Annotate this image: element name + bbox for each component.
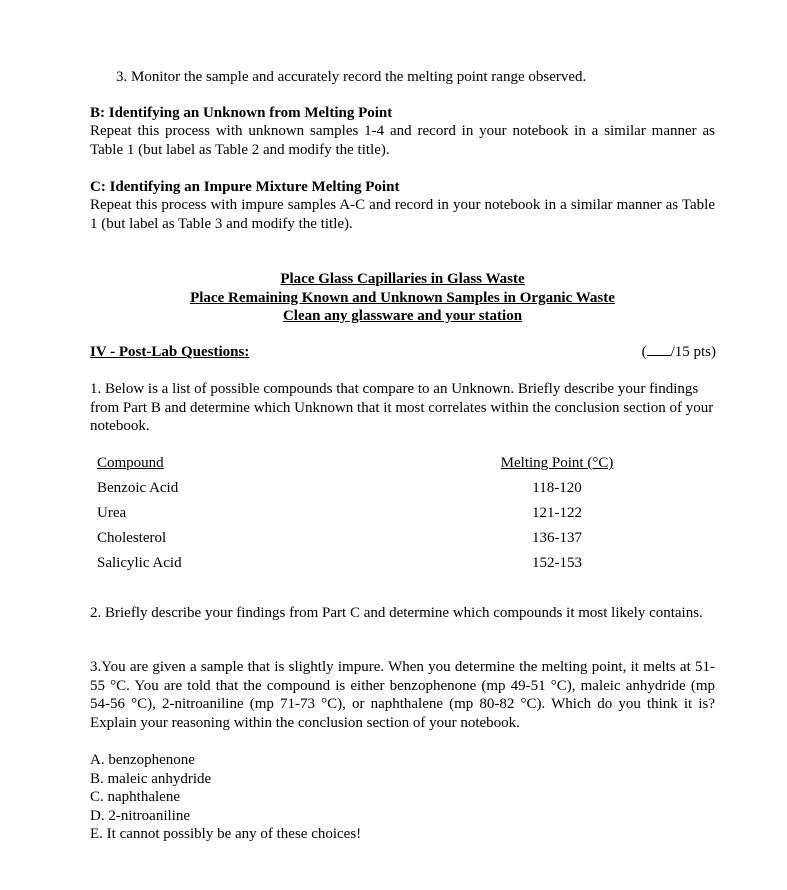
cleanup-line-capillaries: Place Glass Capillaries in Glass Waste <box>280 271 525 287</box>
procedure-step-3: 3. Monitor the sample and accurately record the melting point range observed. <box>116 69 587 85</box>
cell-melting-point: 121-122 <box>532 505 582 521</box>
question-2: 2. Briefly describe your findings from Part C and determine which compounds it most likely contains. <box>90 605 703 621</box>
cell-melting-point: 152-153 <box>532 555 582 571</box>
table-row <box>97 529 617 554</box>
post-lab-points <box>620 343 716 362</box>
answer-choices <box>90 751 715 844</box>
points-blank-line <box>647 343 671 356</box>
choice-e: E. It cannot possibly be any of these choices! <box>90 826 362 842</box>
section-b-title: B: Identifying an Unknown from Melting Point <box>90 105 393 121</box>
table-row <box>97 554 617 579</box>
cell-compound: Salicylic Acid <box>97 555 182 571</box>
cell-compound: Urea <box>97 505 127 521</box>
table-row <box>97 479 617 504</box>
choice-d: D. 2-nitroaniline <box>90 807 190 824</box>
question-3: 3.You are given a sample that is slightly impure. When you determine the melting point, it melts at 51-55 °C. You are told that the compound is either benzophenone (mp 49-51 °C), maleic anhydride (mp 54-56 °C), 2-nitroaniline (mp 71-73 °C), or naphthalene (mp 80-82 °C). Which do you think it is? Explain your reasoning within the conclusion section of your notebook. <box>90 659 715 731</box>
table-header-row <box>97 454 617 479</box>
header-compound: Compound <box>97 455 164 471</box>
cleanup-line-glassware: Clean any glassware and your station <box>282 308 523 324</box>
choice-b: B. maleic anhydride <box>90 770 212 787</box>
section-c-title: C: Identifying an Impure Mixture Melting Point <box>90 179 400 195</box>
choice-a: A. benzophenone <box>90 752 195 768</box>
section-b-body: Repeat this process with unknown samples 1-4 and record in your notebook in a similar manner as Table 1 (but label as Table 2 and modify the title). <box>90 123 715 158</box>
choice-c: C. naphthalene <box>90 789 180 805</box>
table-row <box>97 504 617 529</box>
post-lab-title: IV - Post-Lab Questions: <box>90 344 250 360</box>
section-c-body: Repeat this process with impure samples A-C and record in your notebook in a similar manner as Table 1 (but label as Table 3 and modify the title). <box>90 197 715 232</box>
cell-compound: Cholesterol <box>97 530 167 546</box>
cleanup-instructions <box>90 270 715 326</box>
cell-compound: Benzoic Acid <box>97 480 179 496</box>
cleanup-line-samples: Place Remaining Known and Unknown Samples in Organic Waste <box>190 289 615 306</box>
cell-melting-point: 118-120 <box>532 480 582 496</box>
points-total: /15 pts) <box>670 344 716 360</box>
melting-point-table <box>97 454 617 579</box>
cell-melting-point: 136-137 <box>532 530 582 546</box>
points-open-paren: ( <box>641 344 647 360</box>
header-melting-point: Melting Point (°C) <box>500 455 614 471</box>
question-1: 1. Below is a list of possible compounds that compare to an Unknown. Briefly describe your findings from Part B and determine which Unknown that it most correlates within the conclusion section of your notebook. <box>90 381 714 434</box>
